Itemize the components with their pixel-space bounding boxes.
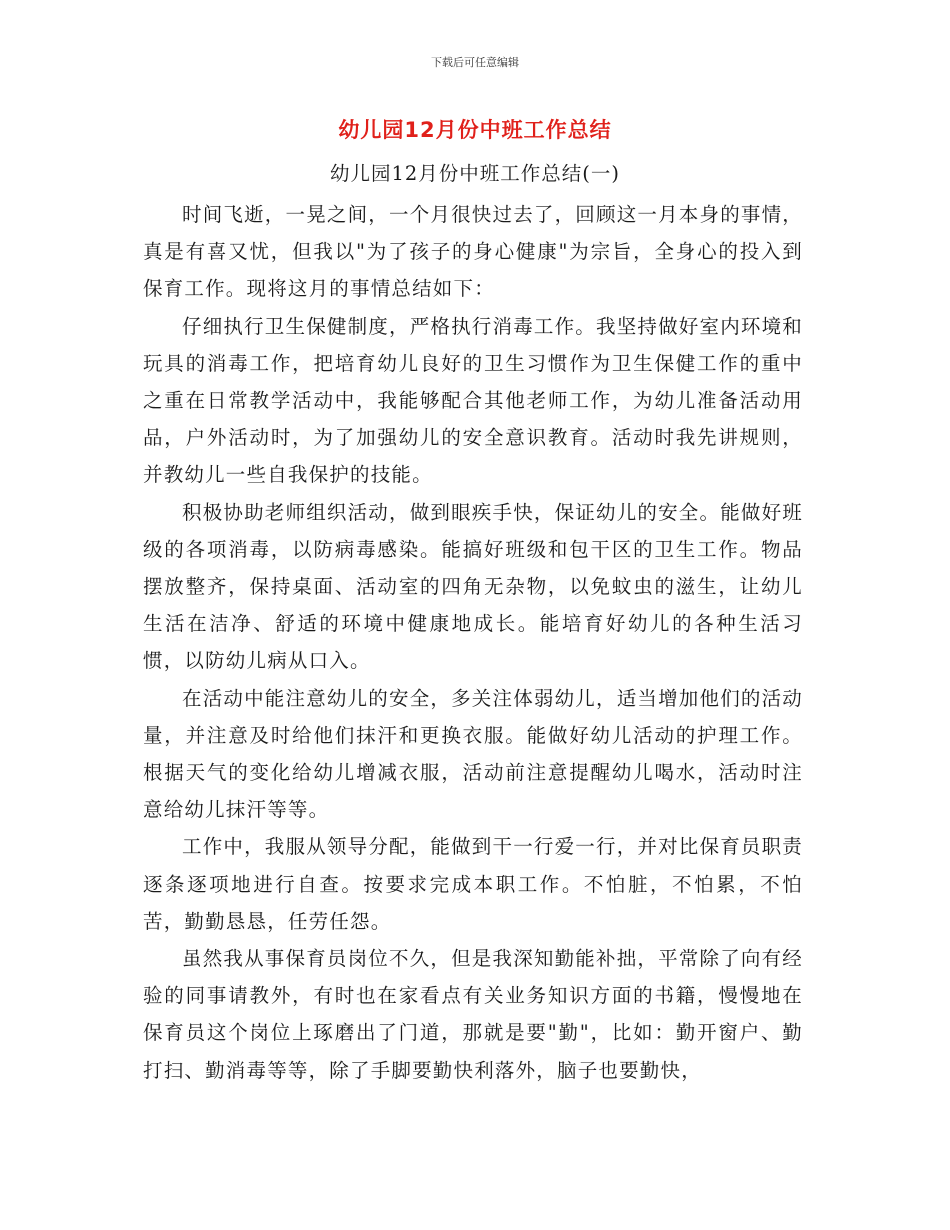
paragraph: 积极协助老师组织活动，做到眼疾手快，保证幼儿的安全。能做好班级的各项消毒，以防病毒感染。能搞好班级和包干区的卫生工作。物品摆放整齐，保持桌面、活动室的四角无杂物，以免蚊虫的滋生，让幼儿生活在洁净、舒适的环境中健康地成长。能培育好幼儿的各种生活习惯，以防幼儿病从口入。 bbox=[143, 500, 804, 673]
paragraph: 仔细执行卫生保健制度，严格执行消毒工作。我坚持做好室内环境和玩具的消毒工作，把培育幼儿良好的卫生习惯作为卫生保健工作的重中之重在日常教学活动中，我能够配合其他老师工作，为幼儿准备活动用品，户外活动时，为了加强幼儿的安全意识教育。活动时我先讲规则，并教幼儿一些自我保护的技能。 bbox=[143, 314, 804, 487]
paragraph: 工作中，我服从领导分配，能做到干一行爱一行，并对比保育员职责逐条逐项地进行自查。按要求完成本职工作。不怕脏，不怕累，不怕苦，勤勤恳恳，任劳任怨。 bbox=[143, 835, 804, 933]
paragraph: 虽然我从事保育员岗位不久，但是我深知勤能补拙，平常除了向有经验的同事请教外，有时也在家看点有关业务知识方面的书籍，慢慢地在保育员这个岗位上琢磨出了门道，那就是要"勤"，比如：勤开窗户、勤打扫、勤消毒等等，除了手脚要勤快利落外，脑子也要勤快， bbox=[143, 947, 804, 1082]
document-body bbox=[143, 196, 803, 1089]
document-subtitle: 幼儿园12月份中班工作总结(一) bbox=[329, 162, 621, 185]
header-note: 下载后可任意编辑 bbox=[431, 56, 519, 69]
paragraph: 时间飞逝，一晃之间，一个月很快过去了，回顾这一月本身的事情，真是有喜又忧，但我以"为了孩子的身心健康"为宗旨，全身心的投入到保育工作。现将这月的事情总结如下： bbox=[143, 203, 804, 301]
paragraph: 在活动中能注意幼儿的安全，多关注体弱幼儿，适当增加他们的活动量，并注意及时给他们抹汗和更换衣服。能做好幼儿活动的护理工作。根据天气的变化给幼儿增减衣服，活动前注意提醒幼儿喝水，活动时注意给幼儿抹汗等等。 bbox=[143, 686, 804, 822]
document-title: 幼儿园12月份中班工作总结 bbox=[338, 118, 612, 142]
